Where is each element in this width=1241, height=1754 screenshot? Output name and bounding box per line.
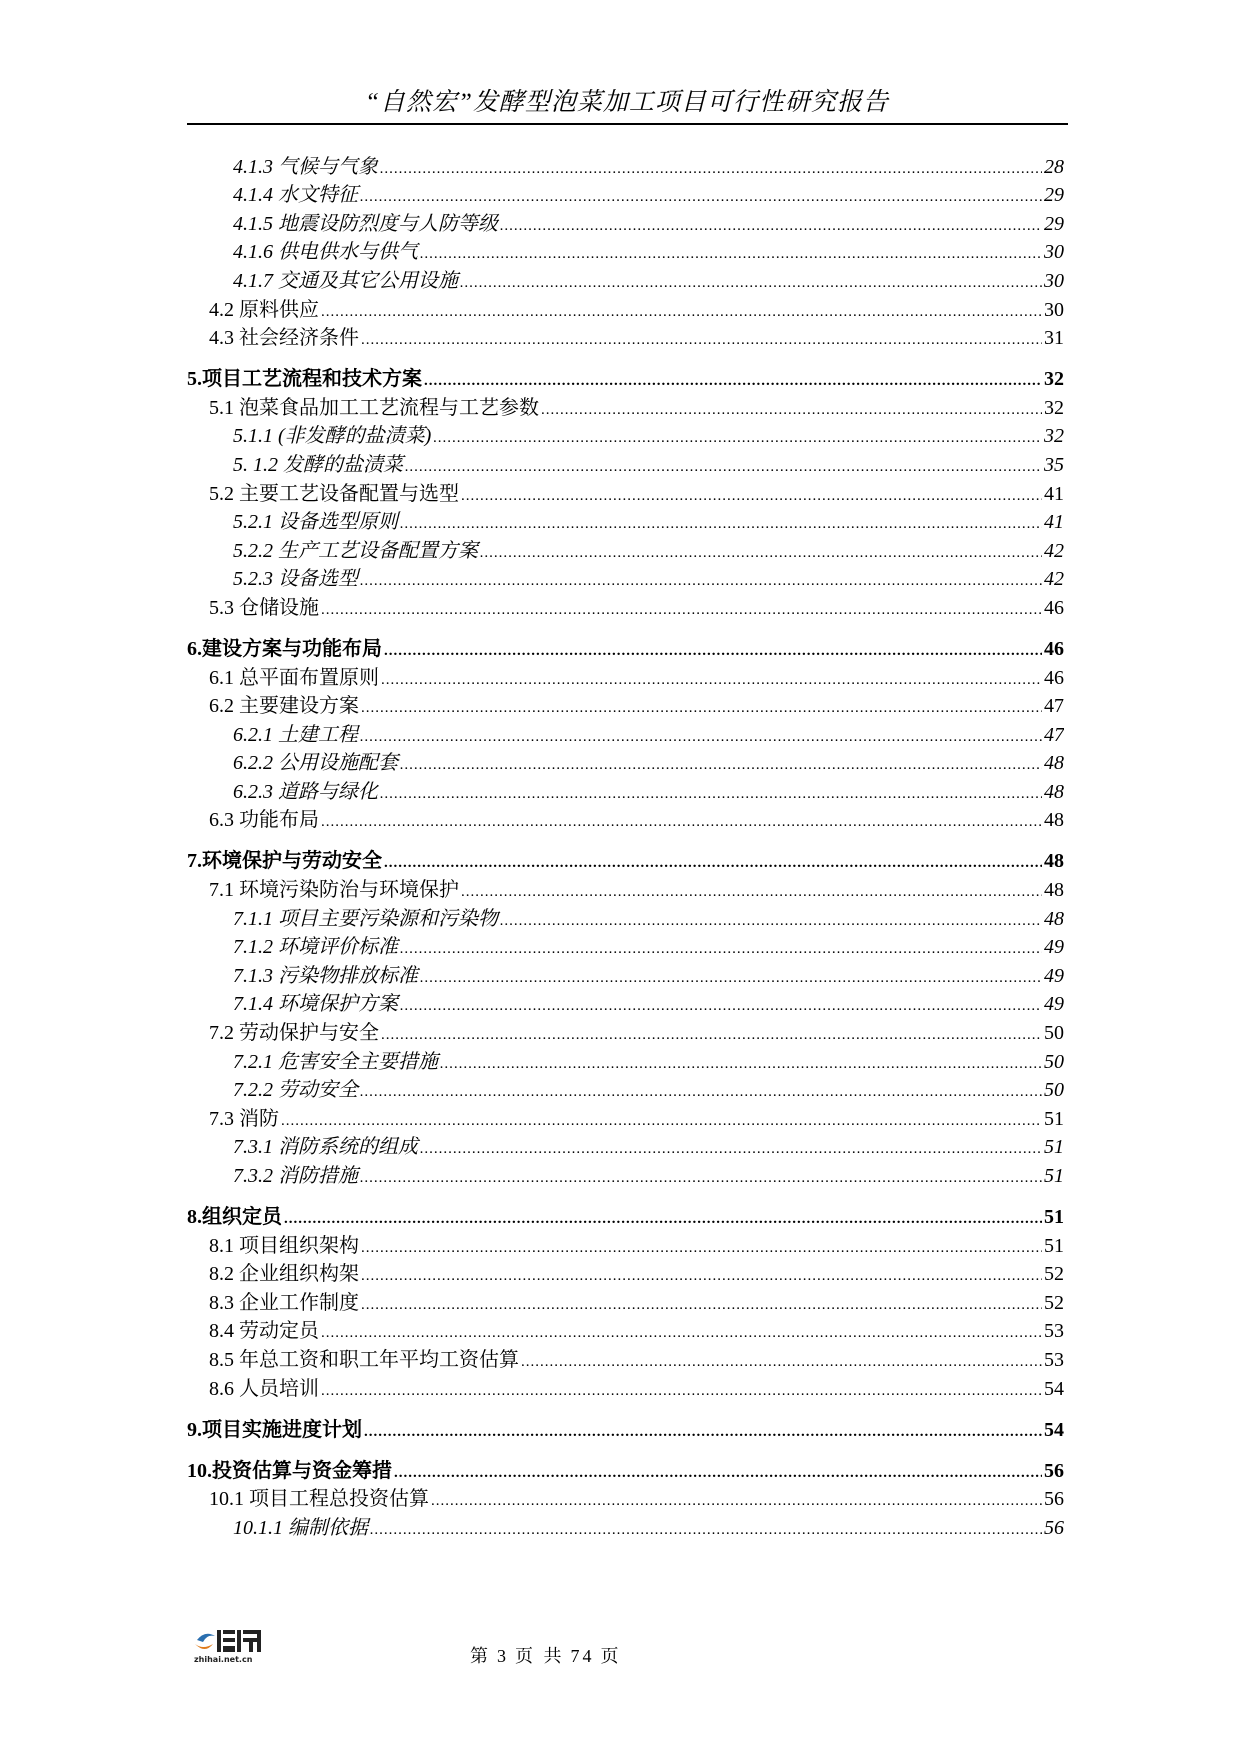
- toc-entry-label: 5.2.2 生产工艺设备配置方案: [233, 539, 478, 562]
- toc-leader-dots: [360, 1082, 1042, 1102]
- toc-entry-label: 5.1.1 (非发酵的盐渍菜): [233, 425, 432, 448]
- toc-entry-page: 48: [1044, 752, 1064, 775]
- toc-entry[interactable]: [187, 1229, 1064, 1258]
- toc-entry[interactable]: [187, 420, 1064, 449]
- toc-entry-label: 8.2 企业组织构架: [209, 1263, 359, 1286]
- toc-entry[interactable]: [187, 534, 1064, 563]
- toc-entry-page: 48: [1044, 879, 1064, 902]
- toc-leader-dots: [440, 1054, 1042, 1074]
- toc-leader-dots: [321, 600, 1042, 620]
- toc-entry[interactable]: [187, 661, 1064, 690]
- toc-entry-page: 53: [1044, 1348, 1064, 1371]
- toc-entry-page: 56: [1044, 1516, 1064, 1539]
- toc-entry[interactable]: [187, 1074, 1064, 1103]
- toc-entry-label: 4.1.5 地震设防烈度与人防等级: [233, 212, 498, 235]
- toc-leader-dots: [321, 1323, 1042, 1343]
- toc-entry-page: 32: [1044, 425, 1064, 448]
- toc-entry[interactable]: [187, 988, 1064, 1017]
- toc-entry-label: 6.2.1 土建工程: [233, 723, 358, 746]
- toc-entry-label: 6.3 功能布局: [209, 809, 319, 832]
- toc-entry-page: 28: [1044, 155, 1064, 178]
- toc-entry[interactable]: [187, 1372, 1064, 1401]
- toc-entry[interactable]: [187, 179, 1064, 208]
- toc-leader-dots: [405, 457, 1042, 477]
- toc-entry-page: 54: [1044, 1377, 1064, 1400]
- toc-entry-label: 7.1.1 项目主要污染源和污染物: [233, 907, 498, 930]
- toc-entry-label: 10.1.1 编制依据: [233, 1516, 368, 1539]
- page-header-title: “自然宏”发酵型泡菜加工项目可行性研究报告: [365, 89, 889, 116]
- toc-leader-dots: [420, 968, 1042, 988]
- toc-entry[interactable]: [187, 902, 1064, 931]
- toc-entry-page: 35: [1044, 453, 1064, 476]
- toc-entry-label: 8.3 企业工作制度: [209, 1291, 359, 1314]
- header-divider: [187, 123, 1068, 125]
- toc-leader-dots: [394, 1463, 1042, 1483]
- toc-entry-label: 7.1.4 环境保护方案: [233, 993, 398, 1016]
- toc-leader-dots: [461, 882, 1042, 902]
- toc-leader-dots: [321, 1381, 1042, 1401]
- toc-leader-dots: [364, 1422, 1042, 1442]
- toc-entry[interactable]: [187, 747, 1064, 776]
- toc-entry-label: 8.1 项目组织架构: [209, 1234, 359, 1257]
- toc-entry-page: 30: [1044, 298, 1064, 321]
- toc-entry[interactable]: [187, 1483, 1064, 1512]
- toc-leader-dots: [420, 244, 1042, 264]
- toc-entry-page: 42: [1044, 568, 1064, 591]
- toc-entry-label: 6.建设方案与功能布局: [187, 637, 382, 660]
- toc-entry-page: 52: [1044, 1291, 1064, 1314]
- logo-url-text: zhihai.net.cn: [194, 1655, 253, 1664]
- toc-entry[interactable]: [187, 1188, 1064, 1229]
- toc-entry-label: 7.2 劳动保护与安全: [209, 1022, 379, 1045]
- toc-entry-label: 6.2 主要建设方案: [209, 695, 359, 718]
- toc-entry-page: 29: [1044, 184, 1064, 207]
- toc-entry-label: 6.2.3 道路与绿化: [233, 780, 378, 803]
- toc-leader-dots: [360, 727, 1042, 747]
- toc-leader-dots: [381, 670, 1042, 690]
- toc-entry-label: 7.3 消防: [209, 1107, 279, 1130]
- toc-entry-label: 7.2.1 危害安全主要措施: [233, 1050, 438, 1073]
- toc-entry-label: 7.1.3 污染物排放标准: [233, 964, 418, 987]
- toc-entry-page: 51: [1044, 1206, 1064, 1228]
- toc-entry-label: 9.项目实施进度计划: [187, 1418, 362, 1441]
- toc-entry[interactable]: [187, 931, 1064, 960]
- toc-entry[interactable]: [187, 1159, 1064, 1188]
- toc-entry-label: 8.6 人员培训: [209, 1377, 319, 1400]
- toc-entry[interactable]: [187, 690, 1064, 719]
- toc-leader-dots: [360, 187, 1042, 207]
- table-of-contents: [187, 150, 1064, 1540]
- toc-leader-dots: [500, 216, 1042, 236]
- toc-leader-dots: [361, 1295, 1042, 1315]
- toc-entry-page: 49: [1044, 936, 1064, 959]
- toc-entry[interactable]: [187, 1131, 1064, 1160]
- toc-entry-label: 5.3 仓储设施: [209, 596, 319, 619]
- toc-entry-label: 7.2.2 劳动安全: [233, 1079, 358, 1102]
- toc-entry-page: 51: [1044, 1165, 1064, 1187]
- toc-entry-label: 5.2 主要工艺设备配置与选型: [209, 482, 459, 505]
- toc-entry-label: 6.1 总平面布置原则: [209, 666, 379, 689]
- toc-entry-page: 32: [1044, 368, 1064, 391]
- toc-entry-page: 50: [1044, 1022, 1064, 1045]
- toc-entry[interactable]: [187, 1343, 1064, 1372]
- toc-entry-page: 56: [1044, 1459, 1064, 1482]
- toc-entry-label: 4.1.6 供电供水与供气: [233, 241, 418, 264]
- zhihai-logo-icon: [193, 1624, 265, 1664]
- toc-entry-label: 5.2.1 设备选型原则: [233, 511, 398, 534]
- toc-entry[interactable]: [187, 293, 1064, 322]
- toc-entry-page: 29: [1044, 212, 1064, 235]
- toc-entry[interactable]: [187, 1016, 1064, 1045]
- toc-entry-page: 51: [1044, 1234, 1064, 1257]
- toc-leader-dots: [400, 514, 1042, 534]
- toc-entry-page: 51: [1044, 1107, 1064, 1130]
- toc-entry-page: 32: [1044, 396, 1064, 419]
- toc-entry-label: 8.组织定员: [187, 1206, 282, 1228]
- toc-entry[interactable]: [187, 620, 1064, 661]
- toc-entry-page: 50: [1044, 1079, 1064, 1102]
- toc-entry-page: 31: [1044, 327, 1064, 350]
- toc-leader-dots: [370, 1520, 1042, 1540]
- toc-leader-dots: [321, 812, 1042, 832]
- toc-entry[interactable]: [187, 391, 1064, 420]
- toc-entry-page: 49: [1044, 964, 1064, 987]
- toc-entry-label: 5. 1.2 发酵的盐渍菜: [233, 453, 403, 476]
- toc-leader-dots: [433, 428, 1042, 448]
- toc-entry-page: 50: [1044, 1050, 1064, 1073]
- toc-entry[interactable]: [187, 477, 1064, 506]
- toc-leader-dots: [360, 1168, 1042, 1188]
- toc-entry[interactable]: [187, 563, 1064, 592]
- toc-entry[interactable]: [187, 1102, 1064, 1131]
- toc-entry[interactable]: [187, 1442, 1064, 1483]
- toc-entry-label: 4.1.4 水文特征: [233, 184, 358, 207]
- toc-entry-page: 48: [1044, 780, 1064, 803]
- toc-entry-page: 46: [1044, 666, 1064, 689]
- toc-entry-page: 48: [1044, 850, 1064, 873]
- toc-leader-dots: [431, 1491, 1042, 1511]
- toc-entry[interactable]: [187, 959, 1064, 988]
- toc-entry-page: 41: [1044, 511, 1064, 534]
- toc-entry[interactable]: [187, 264, 1064, 293]
- toc-entry-label: 7.3.1 消防系统的组成: [233, 1136, 418, 1159]
- toc-leader-dots: [284, 1209, 1042, 1229]
- toc-leader-dots: [384, 853, 1042, 873]
- toc-entry-label: 10.1 项目工程总投资估算: [209, 1488, 429, 1511]
- toc-leader-dots: [360, 571, 1042, 591]
- toc-leader-dots: [541, 400, 1042, 420]
- toc-entry[interactable]: [187, 873, 1064, 902]
- toc-entry[interactable]: [187, 775, 1064, 804]
- toc-entry-label: 7.1.2 环境评价标准: [233, 936, 398, 959]
- toc-leader-dots: [424, 371, 1042, 391]
- toc-leader-dots: [361, 1266, 1042, 1286]
- toc-entry[interactable]: [187, 1511, 1064, 1540]
- toc-leader-dots: [480, 543, 1042, 563]
- toc-entry[interactable]: [187, 350, 1064, 391]
- toc-entry-page: 49: [1044, 993, 1064, 1016]
- toc-leader-dots: [400, 939, 1042, 959]
- toc-entry-page: 41: [1044, 482, 1064, 505]
- toc-entry-page: 52: [1044, 1263, 1064, 1286]
- toc-entry-page: 54: [1044, 1418, 1064, 1441]
- toc-leader-dots: [420, 1139, 1042, 1159]
- toc-leader-dots: [321, 302, 1042, 322]
- toc-entry-label: 5.项目工艺流程和技术方案: [187, 368, 422, 391]
- toc-leader-dots: [361, 1238, 1042, 1258]
- toc-leader-dots: [521, 1352, 1042, 1372]
- toc-entry[interactable]: [187, 506, 1064, 535]
- toc-entry[interactable]: [187, 718, 1064, 747]
- toc-leader-dots: [361, 698, 1042, 718]
- toc-entry-label: 4.1.3 气候与气象: [233, 155, 378, 178]
- toc-entry[interactable]: [187, 448, 1064, 477]
- page-number: 第 3 页 共 74 页: [470, 1646, 622, 1666]
- toc-leader-dots: [384, 641, 1042, 661]
- toc-leader-dots: [380, 159, 1042, 179]
- toc-entry[interactable]: [187, 1315, 1064, 1344]
- toc-leader-dots: [400, 755, 1042, 775]
- toc-leader-dots: [380, 784, 1042, 804]
- toc-entry-label: 7.3.2 消防措施: [233, 1165, 358, 1187]
- toc-entry-page: 53: [1044, 1320, 1064, 1343]
- toc-entry-label: 4.3 社会经济条件: [209, 327, 359, 350]
- toc-entry[interactable]: [187, 207, 1064, 236]
- toc-entry-page: 51: [1044, 1136, 1064, 1159]
- toc-entry[interactable]: [187, 804, 1064, 833]
- toc-entry[interactable]: [187, 1286, 1064, 1315]
- toc-entry-label: 8.5 年总工资和职工年平均工资估算: [209, 1348, 519, 1371]
- toc-entry-page: 47: [1044, 695, 1064, 718]
- toc-entry[interactable]: [187, 832, 1064, 873]
- toc-entry-label: 8.4 劳动定员: [209, 1320, 319, 1343]
- toc-entry-label: 10.投资估算与资金筹措: [187, 1459, 392, 1482]
- toc-entry[interactable]: [187, 236, 1064, 265]
- toc-leader-dots: [281, 1111, 1042, 1131]
- toc-leader-dots: [500, 911, 1042, 931]
- toc-entry-page: 46: [1044, 637, 1064, 660]
- toc-entry[interactable]: [187, 150, 1064, 179]
- toc-entry-label: 4.2 原料供应: [209, 298, 319, 321]
- toc-leader-dots: [400, 996, 1042, 1016]
- toc-entry-label: 7.环境保护与劳动安全: [187, 850, 382, 873]
- toc-leader-dots: [461, 486, 1042, 506]
- toc-entry-label: 5.1 泡菜食品加工工艺流程与工艺参数: [209, 396, 539, 419]
- toc-entry[interactable]: [187, 1045, 1064, 1074]
- toc-entry-page: 47: [1044, 723, 1064, 746]
- toc-entry-page: 30: [1044, 241, 1064, 264]
- toc-entry-page: 46: [1044, 596, 1064, 619]
- toc-entry-page: 48: [1044, 907, 1064, 930]
- toc-entry[interactable]: [187, 1258, 1064, 1287]
- toc-entry-page: 48: [1044, 809, 1064, 832]
- toc-entry-label: 7.1 环境污染防治与环境保护: [209, 879, 459, 902]
- toc-entry-page: 30: [1044, 269, 1064, 292]
- toc-entry-page: 42: [1044, 539, 1064, 562]
- toc-entry-label: 6.2.2 公用设施配套: [233, 752, 398, 775]
- toc-leader-dots: [381, 1025, 1042, 1045]
- toc-leader-dots: [460, 273, 1042, 293]
- toc-entry-page: 56: [1044, 1488, 1064, 1511]
- toc-entry-label: 4.1.7 交通及其它公用设施: [233, 269, 458, 292]
- toc-entry-label: 5.2.3 设备选型: [233, 568, 358, 591]
- toc-entry[interactable]: [187, 1401, 1064, 1442]
- toc-entry[interactable]: [187, 591, 1064, 620]
- toc-leader-dots: [361, 330, 1042, 350]
- toc-entry[interactable]: [187, 322, 1064, 351]
